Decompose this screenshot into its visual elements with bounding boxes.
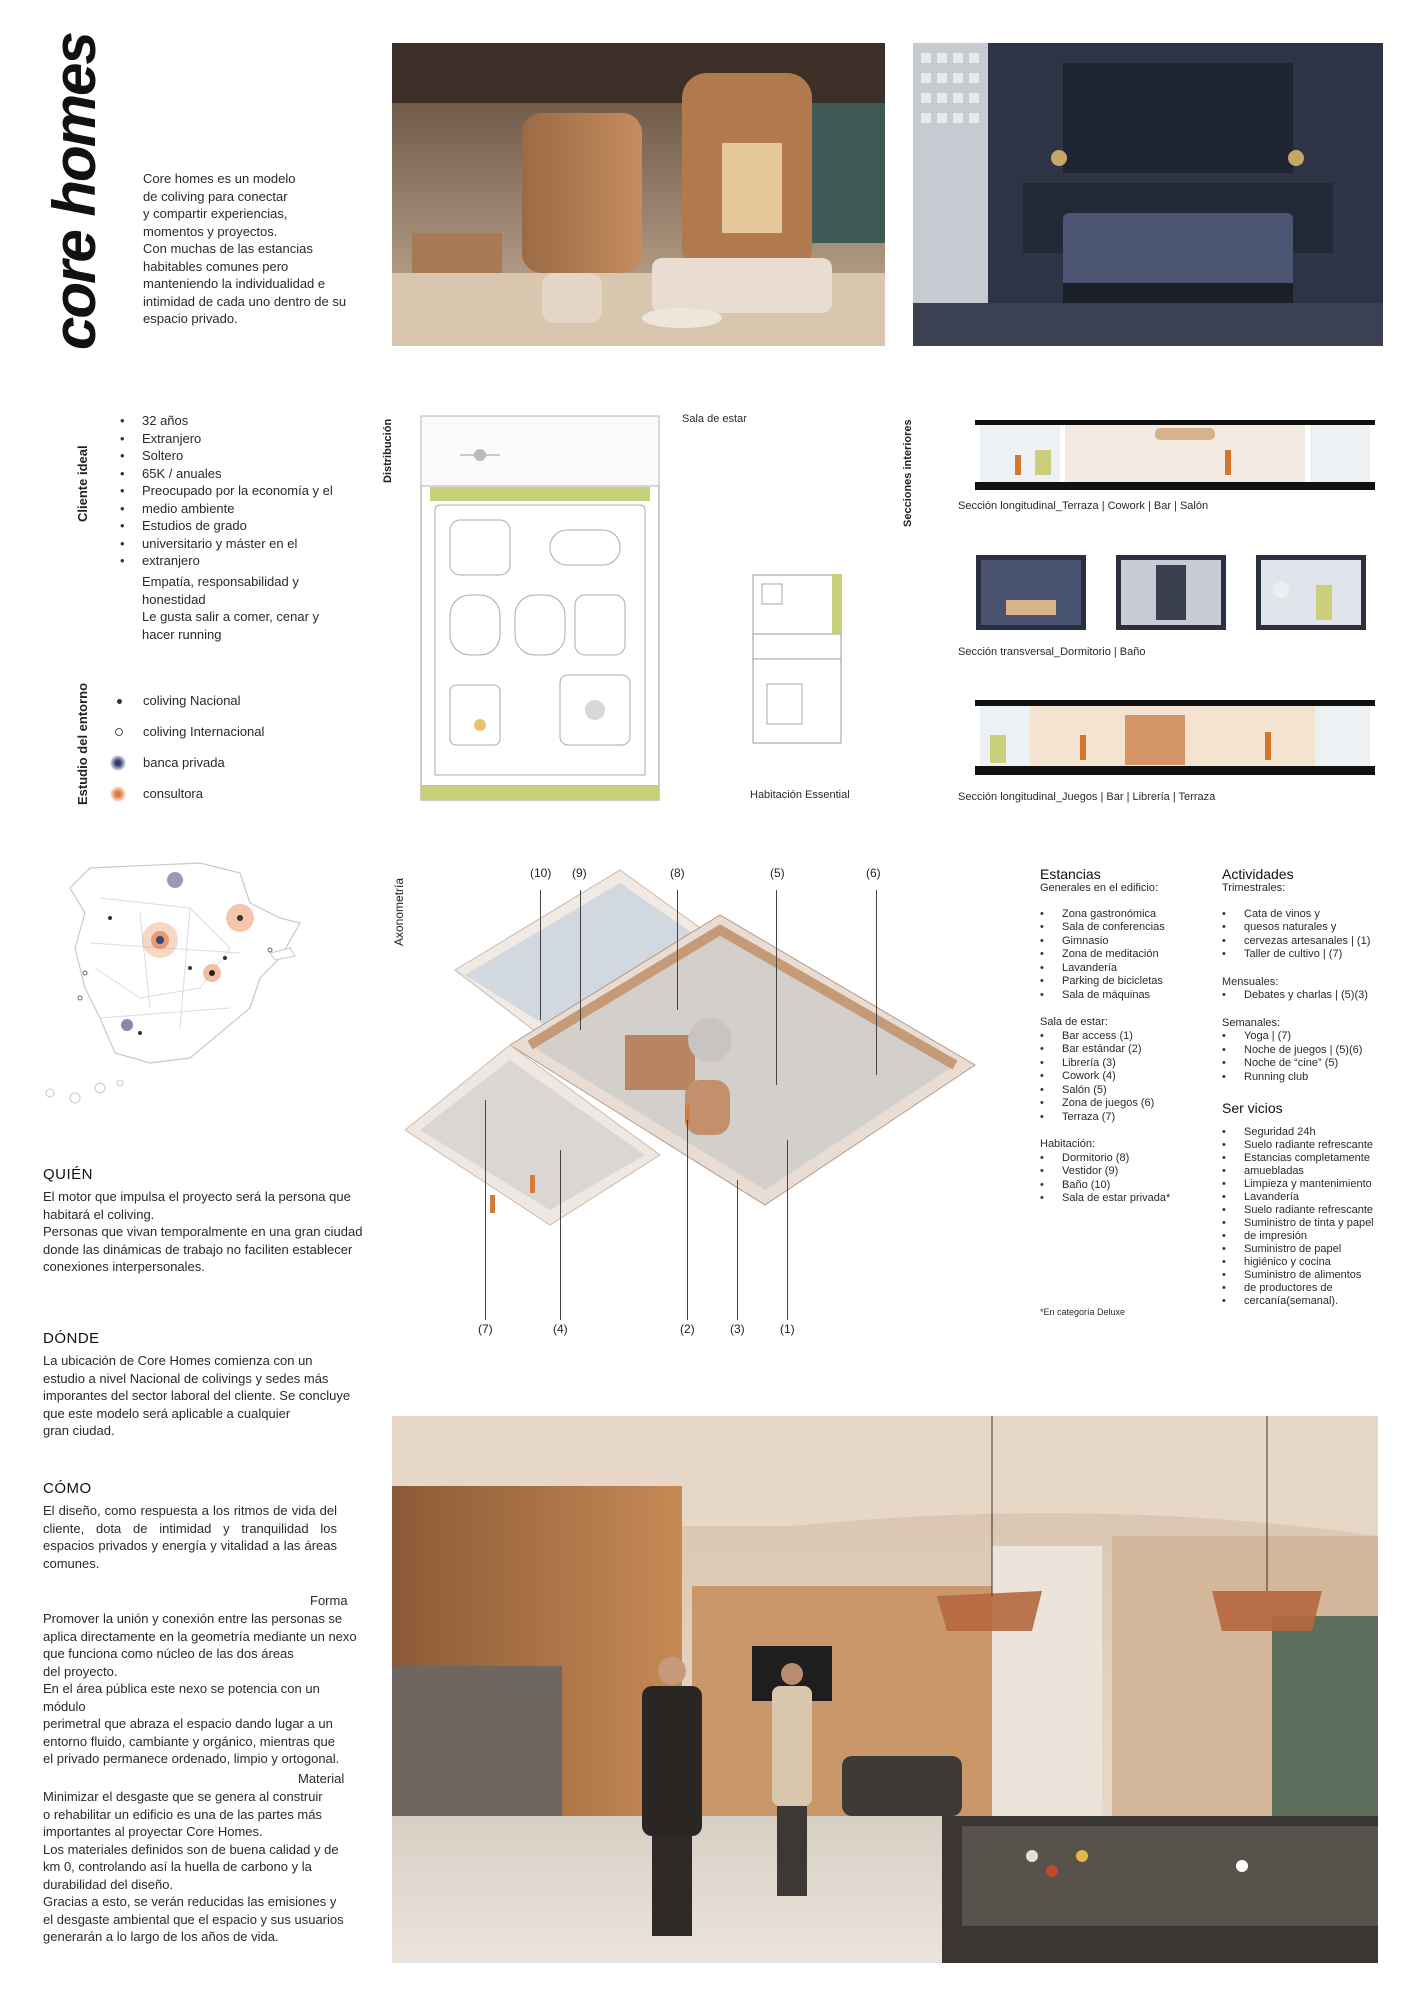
room-plan xyxy=(752,574,842,744)
donde-title: DÓNDE xyxy=(43,1330,100,1347)
actividades-title: Actividades xyxy=(1222,866,1294,882)
cliente-label: Cliente ideal xyxy=(75,445,90,522)
list-item: • Gimnasio xyxy=(1040,935,1210,949)
axo-label: (4) xyxy=(553,1322,568,1336)
section-3-caption: Sección longitudinal_Juegos | Bar | Librería | Terraza xyxy=(958,791,1216,803)
cliente-list xyxy=(120,412,370,570)
list-item: • Sala de conferencias xyxy=(1040,921,1210,935)
list-item: • cervezas artesanales | (1) xyxy=(1222,935,1382,949)
hab-title: Habitación: xyxy=(1040,1138,1096,1150)
donde-text: La ubicación de Core Homes comienza con un estudio a nivel Nacional de colivings y sedes más imporantes del sector laboral del cliente. Se concluye que este modelo será aplicable a cualquier gran ciudad. xyxy=(43,1353,351,1438)
list-item: • higiénico y cocina xyxy=(1222,1256,1382,1269)
axo-label: (10) xyxy=(530,866,552,880)
list-item: • 65K / anuales xyxy=(120,465,370,483)
list-item: • Extranjero xyxy=(120,430,370,448)
estancias-sub: Generales en el edificio: xyxy=(1040,882,1159,894)
list-item: • Dormitorio (8) xyxy=(1040,1152,1210,1166)
sem-list xyxy=(1222,1030,1382,1084)
axonometry-drawing xyxy=(400,865,980,1295)
axonometria-label: Axonometría xyxy=(392,877,406,946)
list-item: • Terraza (7) xyxy=(1040,1111,1210,1125)
list-item: • 32 años xyxy=(120,412,370,430)
list-item: • Salón (5) xyxy=(1040,1084,1210,1098)
distribucion-label: Distribución xyxy=(382,418,394,483)
list-item: • Cata de vinos y xyxy=(1222,908,1382,922)
list-item: • Suministro de papel xyxy=(1222,1243,1382,1256)
legend-label: banca privada xyxy=(143,755,225,770)
list-item: • Bar estándar (2) xyxy=(1040,1043,1210,1057)
list-item: • Suelo radiante refrescante xyxy=(1222,1204,1382,1217)
international-dot-icon xyxy=(115,728,123,736)
hab-list xyxy=(1040,1152,1210,1206)
como-text: El diseño, como respuesta a los ritmos de vida del cliente, dota de intimidad y tranquilidad los espacios privados y energía y vitalidad a las áreas comunes. xyxy=(43,1503,337,1571)
sala-list xyxy=(1040,1030,1210,1125)
servicios-title: Ser vicios xyxy=(1222,1100,1283,1116)
list-item: • Yoga | (7) xyxy=(1222,1030,1382,1044)
legend-label: coliving Nacional xyxy=(143,693,241,708)
consultora-dot-icon xyxy=(110,786,126,802)
axo-label: (8) xyxy=(670,866,685,880)
men-title: Mensuales: xyxy=(1222,975,1279,988)
list-item: • Bar access (1) xyxy=(1040,1030,1210,1044)
axo-label: (5) xyxy=(770,866,785,880)
list-item: • Running club xyxy=(1222,1071,1382,1085)
spain-map xyxy=(40,858,360,1128)
list-item: • Sala de estar privada* xyxy=(1040,1192,1210,1206)
axo-label: (7) xyxy=(478,1322,493,1336)
list-item: • Lavandería xyxy=(1040,962,1210,976)
list-item: • Estancias completamente xyxy=(1222,1152,1382,1165)
list-item: • Parking de bicicletas xyxy=(1040,975,1210,989)
list-item: • Noche de “cine” (5) xyxy=(1222,1057,1382,1071)
list-item: • Noche de juegos | (5)(6) xyxy=(1222,1044,1382,1058)
estancias-column xyxy=(1040,866,1210,1319)
list-item: • Seguridad 24h xyxy=(1222,1126,1382,1139)
material-text: Minimizar el desgaste que se genera al construir o rehabilitar un edificio es una de las partes más importantes al proyectar Core Homes. Los materiales definidos son de buena calidad y de km 0, controlando así la huella de carbono y la durabilidad del diseño. Gracias a esto, se verán reducidas las emisiones y el desgaste ambiental que el espacio y sus usuarios generarán a lo largo de los años de vida. xyxy=(43,1789,344,1944)
list-item: Le gusta salir a comer, cenar y xyxy=(142,609,320,624)
list-item: • universitario y máster en el xyxy=(120,535,370,553)
legend-label: consultora xyxy=(143,786,203,801)
list-item: • Suministro de alimentos xyxy=(1222,1269,1382,1282)
entorno-label: Estudio del entorno xyxy=(75,682,90,805)
servicios-list xyxy=(1222,1126,1382,1308)
floor-plan xyxy=(420,415,660,801)
axo-label: (1) xyxy=(780,1322,795,1336)
men-list xyxy=(1222,989,1382,1003)
list-item: • amuebladas xyxy=(1222,1165,1382,1178)
list-item: • de impresión xyxy=(1222,1230,1382,1243)
games-room-render xyxy=(392,1416,1378,1963)
quien-text: El motor que impulsa el proyecto será la persona que habitará el coliving. Personas que vivan temporalmente en una gran ciudad donde las dinámicas de trabajo no faciliten establecer conexiones interpersonales. xyxy=(43,1189,363,1274)
list-item: • medio ambiente xyxy=(120,500,370,518)
list-item: • Vestidor (9) xyxy=(1040,1165,1210,1179)
forma-title: Forma xyxy=(310,1593,348,1608)
list-item: • cercanía(semanal). xyxy=(1222,1295,1382,1308)
trim-list xyxy=(1222,908,1382,962)
list-item: hacer running xyxy=(142,626,222,642)
plan-sala-label: Sala de estar xyxy=(682,413,747,425)
list-item: • Zona de meditación xyxy=(1040,948,1210,962)
sem-title: Semanales: xyxy=(1222,1016,1281,1029)
section-3-drawing xyxy=(975,700,1375,775)
brand-title: core homes xyxy=(41,33,108,350)
material-title: Material xyxy=(298,1771,345,1786)
forma-text: Promover la unión y conexión entre las personas se aplica directamente en la geometría mediante un nexo que funciona como núcleo de las dos áreas del proyecto. En el área pública este nexo se potencia con un módulo perimetral que abraza el espacio dando lugar a un entorno fluido, cambiante y orgánico, mientras que el privado permanece ordenado, limpio y ortogonal. xyxy=(43,1611,357,1766)
banca-dot-icon xyxy=(110,755,126,771)
trim-title: Trimestrales: xyxy=(1222,882,1286,894)
list-item: • Debates y charlas | (5)(3) xyxy=(1222,989,1382,1003)
section-2-caption: Sección transversal_Dormitorio | Baño xyxy=(958,646,1146,658)
intro-text: Core homes es un modelo de coliving para conectar y compartir experiencias, momentos y proyectos. Con muchas de las estancias habitables comunes pero manteniendo la individualidad e intimidad de cada uno dentro de su espacio privado. xyxy=(143,171,347,326)
list-item: • Lavandería xyxy=(1222,1191,1382,1204)
bedroom-render xyxy=(913,43,1383,346)
list-item: • Limpieza y mantenimiento xyxy=(1222,1178,1382,1191)
national-dot-icon xyxy=(117,699,122,704)
estancias-title: Estancias xyxy=(1040,866,1101,882)
list-item: • Soltero xyxy=(120,447,370,465)
list-item: • Estudios de grado xyxy=(120,517,370,535)
list-item: • Suministro de tinta y papel xyxy=(1222,1217,1382,1230)
como-title: CÓMO xyxy=(43,1480,92,1497)
legend-label: coliving Internacional xyxy=(143,724,265,739)
list-item: • de productores de xyxy=(1222,1282,1382,1295)
list-item: • Taller de cultivo | (7) xyxy=(1222,948,1382,962)
list-item: • quesos naturales y xyxy=(1222,921,1382,935)
list-item: • Baño (10) xyxy=(1040,1179,1210,1193)
section-1-drawing xyxy=(975,420,1375,490)
list-item: • Librería (3) xyxy=(1040,1057,1210,1071)
actividades-column xyxy=(1222,866,1382,1308)
plan-habitacion-label: Habitación Essential xyxy=(750,789,850,801)
list-item: • Sala de máquinas xyxy=(1040,989,1210,1003)
list-item: • Zona gastronómica xyxy=(1040,908,1210,922)
secciones-label: Secciones interiores xyxy=(902,419,914,527)
quien-title: QUIÉN xyxy=(43,1166,94,1183)
section-2-drawing xyxy=(976,555,1376,630)
axo-label: (2) xyxy=(680,1322,695,1336)
section-1-caption: Sección longitudinal_Terraza | Cowork | Bar | Salón xyxy=(958,500,1209,512)
axo-label: (9) xyxy=(572,866,587,880)
list-item: • extranjero xyxy=(120,552,370,570)
axo-label: (3) xyxy=(730,1322,745,1336)
list-item: • Preocupado por la economía y el xyxy=(120,482,370,500)
deluxe-note: *En categoría Deluxe xyxy=(1040,1306,1126,1317)
list-item: • Zona de juegos (6) xyxy=(1040,1097,1210,1111)
list-item: • Cowork (4) xyxy=(1040,1070,1210,1084)
living-room-render xyxy=(392,43,885,346)
list-item: honestidad xyxy=(142,591,206,607)
generales-list xyxy=(1040,908,1210,1003)
list-item: Empatía, responsabilidad y xyxy=(142,574,299,589)
list-item: • Suelo radiante refrescante xyxy=(1222,1139,1382,1152)
sala-title: Sala de estar: xyxy=(1040,1016,1108,1028)
cliente-extra xyxy=(120,573,370,643)
axo-label: (6) xyxy=(866,866,881,880)
